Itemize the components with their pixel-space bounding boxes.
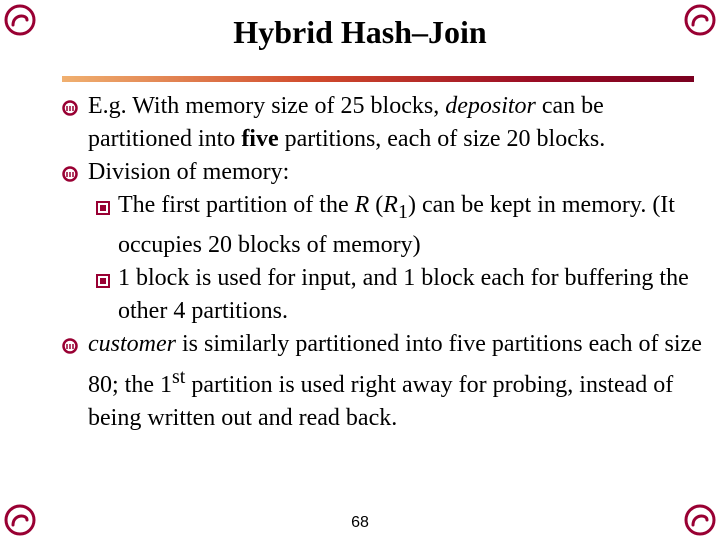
relation-name-depositor: depositor [445,93,536,119]
bullet-customer-partitioning [62,328,702,435]
subscript-1: 1 [397,200,408,223]
circle-bullet-icon [62,166,78,182]
sub-bullet-first-partition [62,189,702,262]
circle-bullet-icon [62,338,78,354]
bullet-text: The first partition of the [118,192,355,218]
relation-r-partition: R [383,192,398,218]
bullet-text: Division of memory: [88,159,290,185]
sub-bullet-input-buffering [62,262,702,328]
bullet-text: is similarly partitioned into five partitions each of size 80; the 1 [88,330,702,398]
bullet-memory-example [62,90,702,156]
bullet-text: 1 block is used for input, and 1 block each for buffering the other 4 partitions. [118,264,689,324]
title-divider-rule [62,76,694,82]
square-bullet-icon [96,201,110,215]
slide-title: Hybrid Hash–Join [233,14,487,50]
bullet-text: ) can be kept in memory. (It occupies 20 blocks of memory) [118,192,675,258]
page-number: 68 [351,514,369,531]
circle-bullet-icon [62,100,78,116]
bullet-text: can be partitioned into [88,93,604,152]
bullet-text: partition is used right away for probing, instead of being written out and read back. [88,371,674,431]
square-bullet-icon [96,274,110,288]
bullet-division-of-memory [62,156,702,189]
superscript-st: st [172,365,186,388]
relation-name-customer: customer [88,330,176,357]
bullet-text: ( [369,192,384,218]
slide-body [62,90,702,435]
bullet-text: E.g. With memory size of 25 blocks, [88,93,446,119]
relation-r: R [354,192,370,218]
bullet-text: partitions, each of size 20 blocks. [278,126,606,152]
emphasis-five: five [241,126,279,152]
